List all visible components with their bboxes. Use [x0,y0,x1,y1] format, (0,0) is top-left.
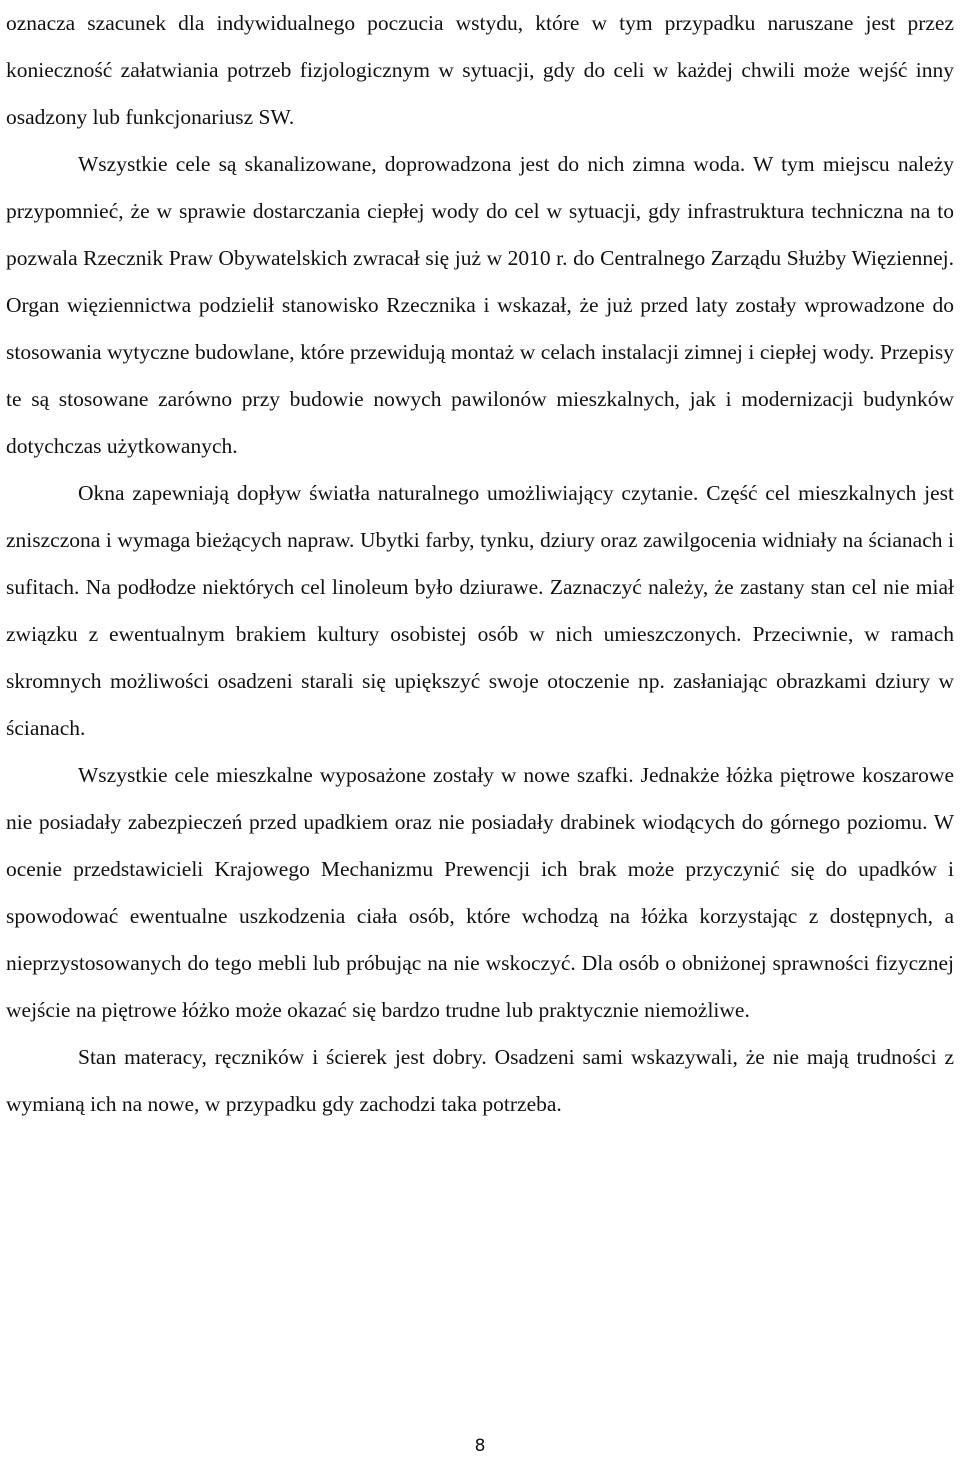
paragraph-furniture-beds: Wszystkie cele mieszkalne wyposażone zostały w nowe szafki. Jednakże łóżka piętrowe koszarowe nie posiadały zabezpieczeń przed upadkiem oraz nie posiadały drabinek wiodących do górnego poziomu. W ocenie przedstawicieli Krajowego Mechanizmu Prewencji ich brak może przyczynić się do upadków i spowodować ewentualne uszkodzenia ciała osób, które wchodzą na łóżka korzystając z dostępnych, a nieprzystosowanych do tego mebli lub próbując na nie wskoczyć. Dla osób o obniżonej sprawności fizycznej wejście na piętrowe łóżko może okazać się bardzo trudne lub praktycznie niemożliwe. [6,763,954,1022]
paragraph-water-supply: Wszystkie cele są skanalizowane, doprowadzona jest do nich zimna woda. W tym miejscu należy przypomnieć, że w sprawie dostarczania ciepłej wody do cel w sytuacji, gdy infrastruktura techniczna na to pozwala Rzecznik Praw Obywatelskich zwracał się już w 2010 r. do Centralnego Zarządu Służby Więziennej. Organ więziennictwa podzielił stanowisko Rzecznika i wskazał, że już przed laty zostały wprowadzone do stosowania wytyczne budowlane, które przewidują montaż w celach instalacji zimnej i ciepłej wody. Przepisy te są stosowane zarówno przy budowie nowych pawilonów mieszkalnych, jak i modernizacji budynków dotychczas użytkowanych. [6,152,954,458]
paragraph-mattresses-towels: Stan materacy, ręczników i ścierek jest dobry. Osadzeni sami wskazywali, że nie mają trudności z wymianą ich na nowe, w przypadku gdy zachodzi taka potrzeba. [6,1045,954,1116]
page-number: 8 [474,1436,486,1456]
paragraph-cell-condition: Okna zapewniają dopływ światła naturalnego umożliwiający czytanie. Część cel mieszkalnych jest zniszczona i wymaga bieżących napraw. Ubytki farby, tynku, dziury oraz zawilgocenia widniały na ścianach i sufitach. Na podłodze niektórych cel linoleum było dziurawe. Zaznaczyć należy, że zastany stan cel nie miał związku z ewentualnym brakiem kultury osobistej osób w nich umieszczonych. Przeciwnie, w ramach skromnych możliwości osadzeni starali się upiększyć swoje otoczenie np. zasłaniając obrazkami dziury w ścianach. [6,481,954,740]
paragraph-continued: oznacza szacunek dla indywidualnego poczucia wstydu, które w tym przypadku naruszane jest przez konieczność załatwiania potrzeb fizjologicznym w sytuacji, gdy do celi w każdej chwili może wejść inny osadzony lub funkcjonariusz SW. [6,11,954,129]
document-page [6,0,954,1128]
